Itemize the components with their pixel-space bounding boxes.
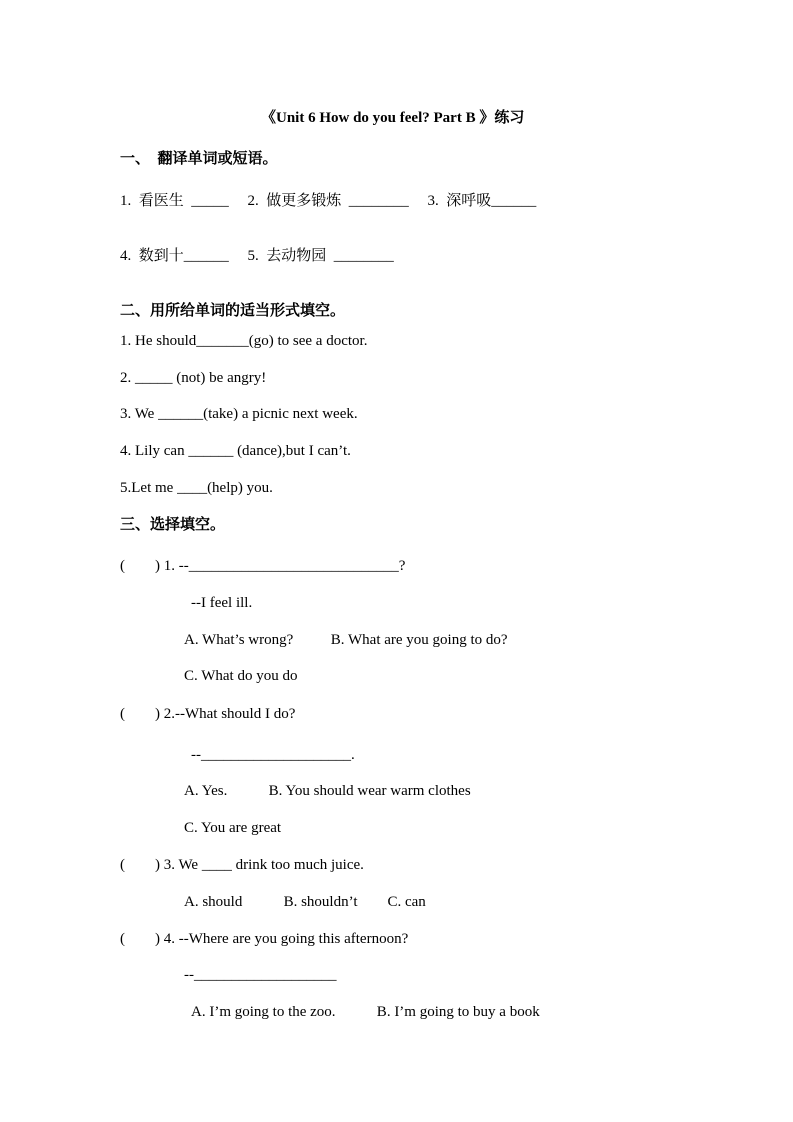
choice-question-4: ( ) 4. --Where are you going this afternoon?	[120, 931, 409, 947]
choice-question-4-options: A. I’m going to the zoo. B. I’m going to buy a book	[191, 1004, 540, 1020]
choice-question-1: ( ) 1. --____________________________?	[120, 558, 406, 574]
fill-blank-item-4: 4. Lily can ______ (dance),but I can’t.	[120, 443, 351, 459]
section-3-heading: 三、选择填空。	[120, 517, 226, 533]
fill-blank-item-3: 3. We ______(take) a picnic next week.	[120, 406, 358, 422]
section-2-heading: 二、用所给单词的适当形式填空。	[120, 303, 346, 319]
choice-question-1-option-c: C. What do you do	[184, 668, 298, 684]
section-1-heading: 一、 翻译单词或短语。	[120, 151, 278, 167]
choice-question-4-answer: --___________________	[184, 967, 337, 983]
translation-row-1: 1. 看医生 _____ 2. 做更多锻炼 ________ 3. 深呼吸______	[120, 193, 537, 209]
translation-row-2: 4. 数到十______ 5. 去动物园 ________	[120, 248, 394, 264]
choice-question-1-answer: --I feel ill.	[191, 595, 253, 611]
choice-question-3: ( ) 3. We ____ drink too much juice.	[120, 857, 364, 873]
choice-question-2-options-ab: A. Yes. B. You should wear warm clothes	[184, 783, 471, 799]
fill-blank-item-5: 5.Let me ____(help) you.	[120, 480, 273, 496]
choice-question-2: ( ) 2.--What should I do?	[120, 706, 296, 722]
choice-question-1-options-ab: A. What’s wrong? B. What are you going to do?	[184, 632, 508, 648]
choice-question-3-options: A. should B. shouldn’t C. can	[184, 894, 426, 910]
worksheet-title: 《Unit 6 How do you feel? Part B 》练习	[261, 110, 525, 126]
choice-question-2-answer: --____________________.	[191, 747, 355, 763]
choice-question-2-option-c: C. You are great	[184, 820, 282, 836]
fill-blank-item-1: 1. He should_______(go) to see a doctor.	[120, 333, 368, 349]
fill-blank-item-2: 2. _____ (not) be angry!	[120, 370, 267, 386]
